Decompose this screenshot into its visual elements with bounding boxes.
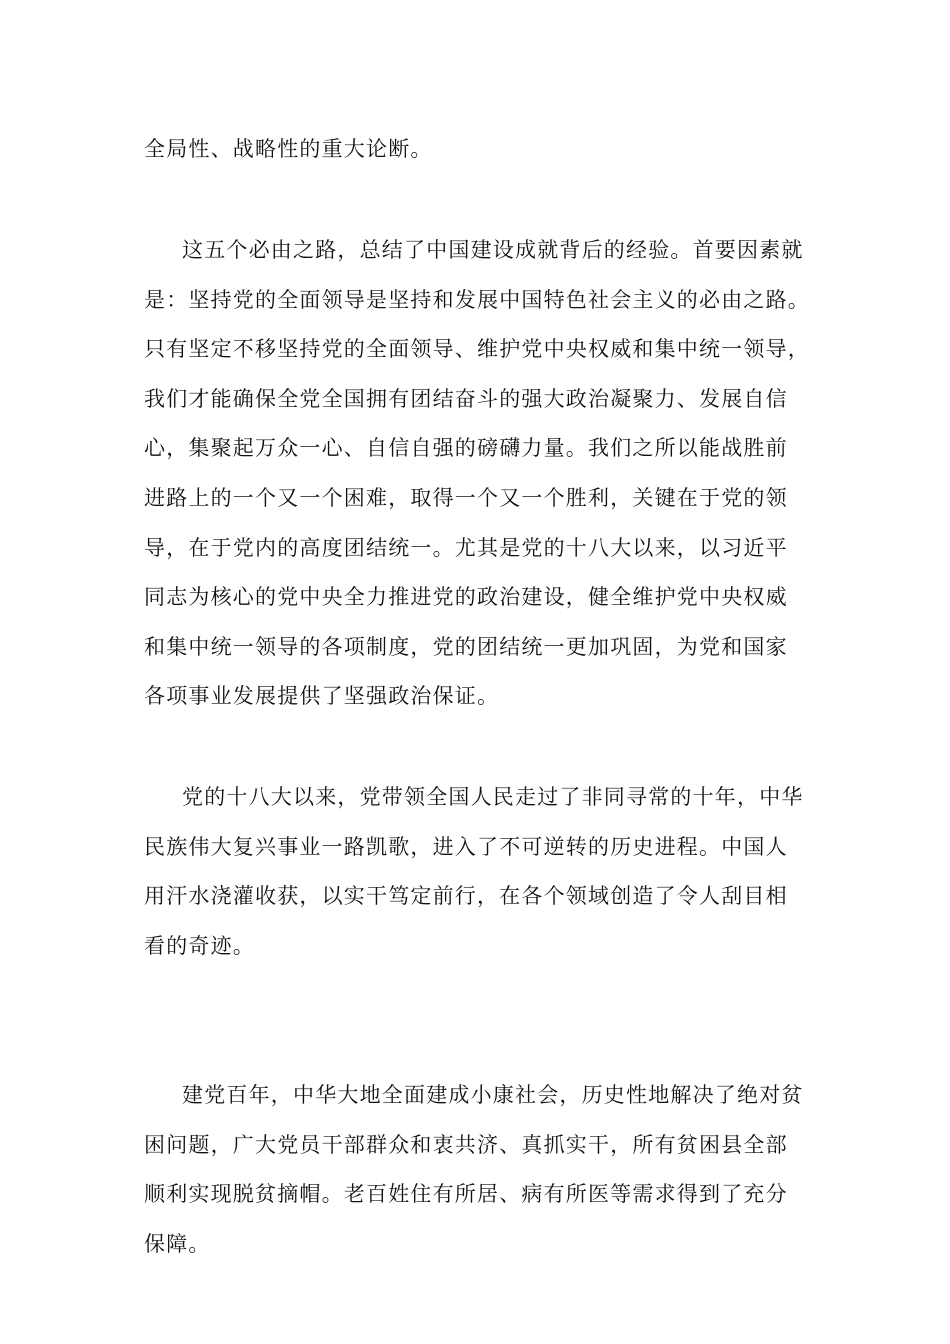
text-line: 顺利实现脱贫摘帽。老百姓住有所居、病有所医等需求得到了充分 [144,1182,788,1207]
text-line: 困问题，广大党员干部群众和衷共济、真抓实干，所有贫困县全部 [144,1132,788,1157]
text-line: 心，集聚起万众一心、自信自强的磅礴力量。我们之所以能战胜前 [144,436,788,461]
text-line: 党的十八大以来，党带领全国人民走过了非同寻常的十年，中华 [182,785,804,809]
text-line: 这五个必由之路，总结了中国建设成就背后的经验。首要因素就 [182,238,804,262]
paragraph-continuation [144,125,824,175]
text-line: 进路上的一个又一个困难，取得一个又一个胜利，关键在于党的领 [144,485,788,510]
text-line: 只有坚定不移坚持党的全面领导、维护党中央权威和集中统一领导， [144,337,810,362]
text-line: 全局性、战略性的重大论断。 [144,137,433,161]
text-line: 是：坚持党的全面领导是坚持和发展中国特色社会主义的必由之路。 [144,287,810,312]
text-line: 看的奇迹。 [144,933,255,958]
text-line: 用汗水浇灌收获，以实干笃定前行，在各个领域创造了令人刮目相 [144,884,788,909]
text-line: 各项事业发展提供了坚强政治保证。 [144,684,500,709]
text-line: 建党百年，中华大地全面建成小康社会，历史性地解决了绝对贫 [182,1083,804,1107]
text-line: 我们才能确保全党全国拥有团结奋斗的强大政治凝聚力、发展自信 [144,386,788,411]
text-line: 和集中统一领导的各项制度，党的团结统一更加巩固，为党和国家 [144,634,788,659]
paragraph-ten-years [144,773,824,971]
paragraph-five-paths [144,226,824,722]
text-line: 导，在于党内的高度团结统一。尤其是党的十八大以来，以习近平 [144,535,788,560]
text-line: 民族伟大复兴事业一路凯歌，进入了不可逆转的历史进程。中国人 [144,834,788,859]
paragraph-centenary [144,1071,824,1269]
text-line: 保障。 [144,1231,211,1256]
text-line: 同志为核心的党中央全力推进党的政治建设，健全维护党中央权威 [144,585,788,610]
